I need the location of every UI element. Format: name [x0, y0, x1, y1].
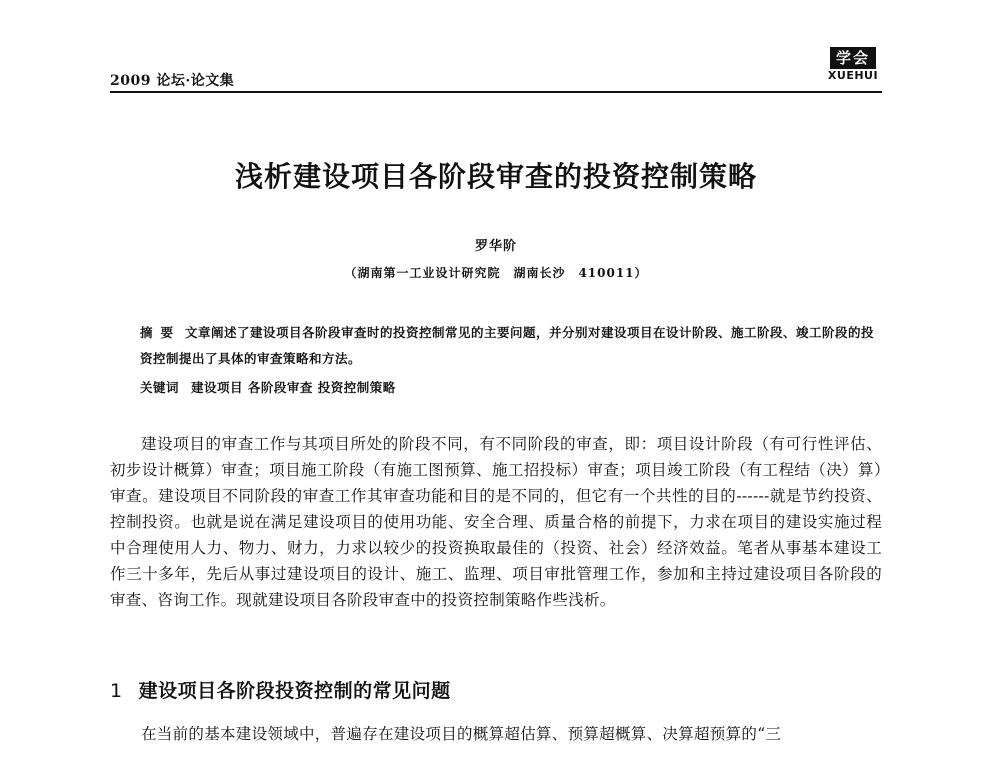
abstract-label: 摘要 — [140, 325, 182, 340]
xuehui-logo — [823, 47, 883, 82]
keywords — [140, 378, 882, 396]
logo-latin: XUEHUI — [827, 69, 879, 82]
author-affiliation: （湖南第一工业设计研究院 湖南长沙 410011） — [344, 266, 648, 280]
article-title: 浅析建设项目各阶段审查的投资控制策略 — [234, 160, 757, 193]
intro-paragraph: 建设项目的审查工作与其项目所处的阶段不同，有不同阶段的审查，即：项目设计阶段（有可行性评估、初步设计概算）审查；项目施工阶段（有施工图预算、施工招投标）审查；项目竣工阶段（有工程结（决）算）审查。建设项目不同阶段的审查工作其审查功能和目的是不同的，但它有一个共性的目的------就是节约投资、控制投资。也就是说在满足建设项目的使用功能、安全合理、质量合格的前提下，力求在项目的建设实施过程中合理使用人力、物力、财力，力求以较少的投资换取最佳的（投资、社会）经济效益。笔者从事基本建设工作三十多年，先后从事过建设项目的设计、施工、监理、项目审批管理工作，参加和主持过建设项目各阶段的审查、咨询工作。现就建设项目各阶段审查中的投资控制策略作些浅析。 — [110, 435, 882, 609]
abstract-text: 文章阐述了建设项目各阶段审查时的投资控制常见的主要问题，并分别对建设项目在设计阶段、施工阶段、竣工阶段的投资控制提出了具体的审查策略和方法。 — [140, 325, 875, 366]
section-number: 1 — [110, 680, 123, 702]
keywords-label: 关键词 — [140, 380, 180, 395]
author-name: 罗华阶 — [474, 239, 517, 254]
header-rule — [110, 91, 882, 93]
logo-text: 学会 — [830, 47, 876, 69]
section-heading — [110, 676, 882, 703]
journal-header: 2009 论坛·论文集 — [110, 73, 235, 89]
abstract — [140, 320, 882, 372]
keywords-text: 建设项目 各阶段审查 投资控制策略 — [191, 380, 396, 395]
section-title: 建设项目各阶段投资控制的常见问题 — [138, 680, 451, 702]
section-paragraph: 在当前的基本建设领域中，普遍存在建设项目的概算超估算、预算超概算、决算超预算的“三 — [141, 725, 782, 743]
